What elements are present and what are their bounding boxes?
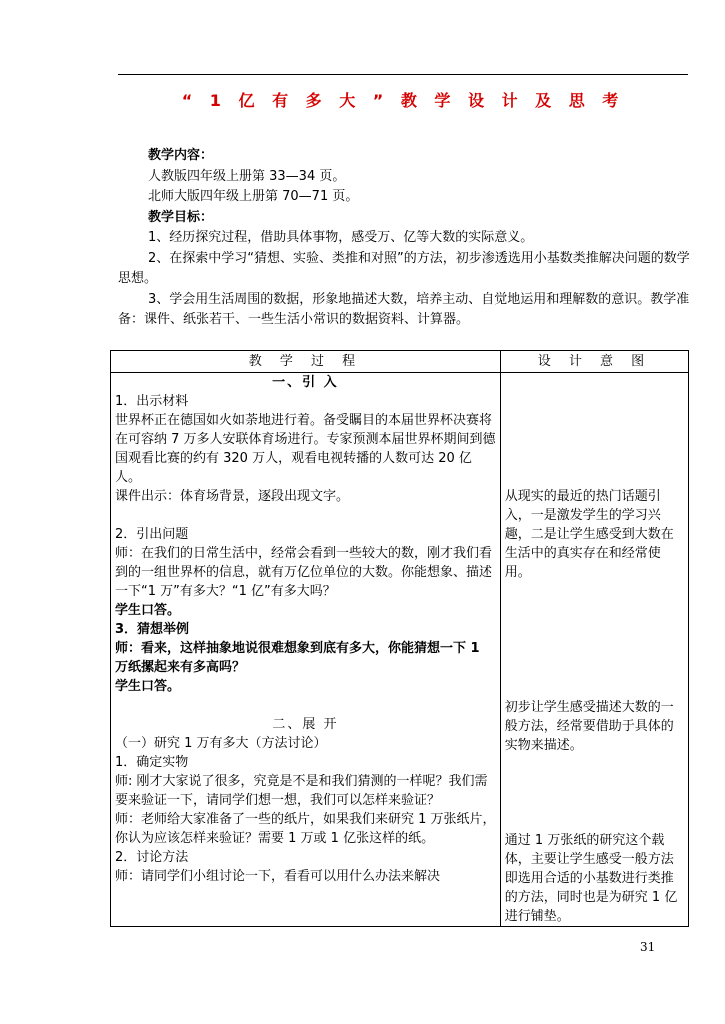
content-heading: 教学内容：: [148, 148, 214, 163]
document-title: “ 1 亿 有 多 大 ” 教 学 设 计 及 思 考: [181, 91, 625, 110]
content-line-1: 人教版四年级上册第 33—34 页。: [148, 168, 346, 184]
header-intent: 设 计 意 图: [500, 351, 688, 373]
goal-heading: 教学目标：: [148, 209, 214, 225]
goal-3: 3、学会用生活周围的数据，形象地描述大数，培养主动、自觉地运用和理解数的意识。教学准备：课件、纸张若干、一些生活小常识的数据资料、计算器。: [118, 291, 690, 327]
material-text: 世界杯正在德国如火如荼地进行着。备受瞩目的本届世界杯决赛将在可容纳 7 万多人安联体育场进行。专家预测本届世界杯期间到德国观看比赛的约有 320 万人，观看电视转播的人数可达 20 亿人。: [115, 413, 496, 485]
page-number: 31: [640, 940, 656, 954]
header-rule: [118, 74, 688, 75]
subsection-1: （一）研究 1 万有多大（方法讨论）: [115, 736, 327, 751]
intent-cell: [500, 373, 688, 927]
content-line-2: 北师大版四年级上册第 70—71 页。: [148, 189, 359, 204]
section-title-expand: 二、展 开: [272, 717, 339, 732]
item-discuss-method: 2．讨论方法: [115, 850, 189, 865]
goal-2: 2、在探索中学习“猜想、实验、类推和对照”的方法，初步渗透选用小基数类推解决问题的数学思想。: [118, 250, 690, 286]
section-title-intro: 一、引 入: [272, 375, 339, 390]
courseware-text: 课件出示：体育场背景，逐段出现文字。: [115, 489, 350, 504]
table-row: [111, 373, 689, 927]
lesson-table: [110, 350, 689, 927]
verify-text: 师: 刚才大家说了很多，究竟是不是和我们猜测的一样呢？我们需要来验证一下，请同学们想一想，我们可以怎样来验证？: [115, 774, 488, 808]
intent-note-3: 通过 1 万张纸的研究这个载体，主要让学生感受一般方法即选用合适的小基数进行类推的方法，同时也是为研究 1 亿进行铺垫。: [504, 833, 678, 924]
header-process: 教 学 过 程: [111, 351, 501, 373]
discuss-text: 师：请同学们小组讨论一下，看看可以用什么办法来解决: [115, 869, 441, 884]
intent-note-2: 初步让学生感受描述大数的一般方法，经常要借助于具体的实物来描述。: [504, 700, 674, 753]
table-header-row: [111, 351, 689, 373]
question-text: 师：在我们的日常生活中，经常会看到一些较大的数，刚才我们看到的一组世界杯的信息，就有万亿位单位的大数。你能想象、描述一下“1 万”有多大？“1 亿”有多大吗？: [115, 546, 493, 599]
intent-note-1: 从现实的最近的热门话题引入，一是激发学生的学习兴趣，二是让学生感受到大数在生活中的真实存在和经常使用。: [504, 489, 674, 580]
student-answer: 学生口答。: [115, 603, 181, 618]
student-answer-2: 学生口答。: [115, 679, 181, 694]
item-guess: 3．猜想举例: [115, 622, 190, 637]
paper-text: 师：老师给大家准备了一些的纸片，如果我们来研究 1 万张纸片，你认为应该怎样来验证？需要 1 万或 1 亿张这样的纸。: [115, 812, 496, 846]
guess-text: 师：看来，这样抽象地说很难想象到底有多大，你能猜想一下 1 万纸摞起来有多高吗？: [115, 641, 480, 675]
item-show-material: 1．出示材料: [115, 394, 189, 409]
intro-section: [118, 146, 690, 331]
goal-1: 1、经历探究过程，借助具体事物，感受万、亿等大数的实际意义。: [148, 230, 534, 245]
item-confirm-object: 1．确定实物: [115, 755, 189, 770]
item-raise-question: 2．引出问题: [115, 527, 189, 542]
process-cell: [111, 373, 501, 927]
